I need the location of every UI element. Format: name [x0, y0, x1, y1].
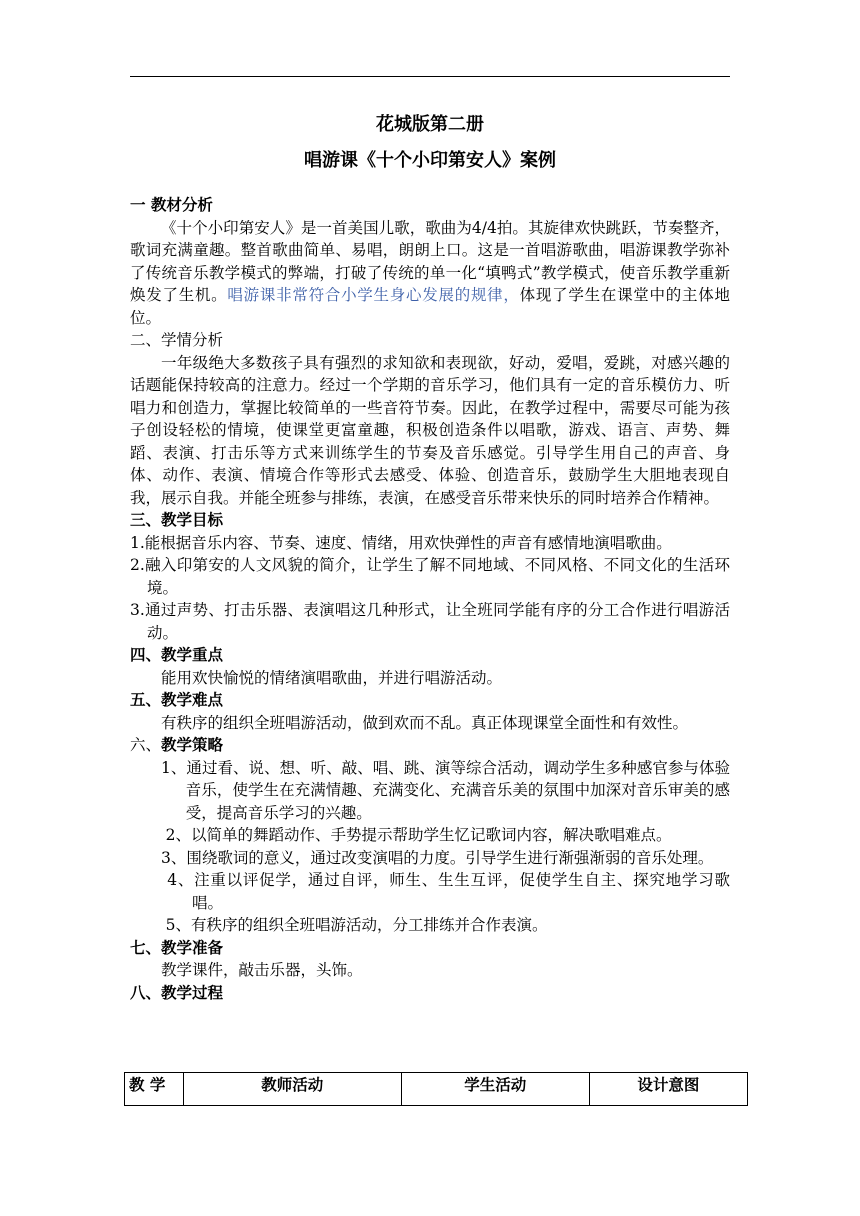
document-title: 花城版第二册	[376, 114, 484, 135]
process-table-header-row	[125, 1073, 748, 1106]
section-analysis-paragraph	[130, 217, 730, 330]
goal-item: 3.通过声势、打击乐器、表演唱这几种形式，让全班同学能有序的分工合作进行唱游活动。	[130, 601, 730, 642]
difficulty-paragraph: 有秩序的组织全班唱游活动，做到欢而不乱。真正体现课堂全面性和有效性。	[161, 713, 689, 732]
strategy-item: 5、有秩序的组织全班唱游活动，分工排练并合作表演。	[165, 916, 548, 934]
section-heading-process: 八、教学过程	[130, 982, 224, 1002]
goal-item: 1.能根据音乐内容、节奏、速度、情绪，用欢快弹性的声音有感情地演唱歌曲。	[130, 533, 672, 552]
process-table-header: 设计意图	[589, 1073, 747, 1106]
preparation-paragraph: 教学课件，敲击乐器，头饰。	[161, 961, 363, 979]
section-heading-analysis: 一 教材分析	[130, 195, 213, 214]
document-subtitle: 唱游课《十个小印第安人》案例	[304, 150, 556, 171]
header-rule	[130, 76, 730, 77]
process-table	[124, 1072, 748, 1106]
section-heading-focus: 四、教学重点	[130, 645, 224, 664]
section-heading-strategy	[130, 734, 730, 757]
section-heading-students: 二、学情分析	[130, 331, 224, 349]
strategy-item: 1、通过看、说、想、听、敲、唱、跳、演等综合活动，调动学生多种感官参与体验音乐，使学生在充满情趣、充满变化、充满音乐美的氛围中加深对音乐审美的感受，提高音乐学习的兴趣。	[161, 758, 730, 822]
section-heading-goals: 三、教学目标	[130, 510, 224, 529]
section-students-paragraph: 一年级绝大多数孩子具有强烈的求知欲和表现欲，好动，爱唱，爱跳，对感兴趣的话题能保持较高的注意力。经过一个学期的音乐学习，他们具有一定的音乐模仿力、听唱力和创造力，掌握比较简单的一些音符节奏。因此，在教学过程中，需要尽可能为孩子创设轻松的情境，使课堂更富童趣，积极创造条件以唱歌，游戏、语言、声势、舞蹈、表演、打击乐等方式来训练学生的节奏及音乐感觉。引导学生用自己的声音、身体、动作、表演、情境合作等形式去感受、体验、创造音乐，鼓励学生大胆地表现自我，展示自我。并能全班参与排练，表演，在感受音乐带来快乐的同时培养合作精神。	[130, 353, 730, 507]
analysis-highlight: 唱游课非常符合小学生身心发展的规律，	[227, 286, 520, 304]
strategy-heading-text: 教学策略	[161, 735, 224, 754]
goal-item: 2.融入印第安的人文风貌的简介，让学生了解不同地域、不同风格、不同文化的生活环境。	[130, 556, 730, 597]
process-table-header: 教师活动	[183, 1073, 401, 1106]
section-heading-difficulty: 五、教学难点	[130, 690, 224, 709]
focus-paragraph: 能用欢快愉悦的情绪演唱歌曲，并进行唱游活动。	[161, 668, 503, 687]
analysis-tail: 体现了学生在课堂中的主体地位。	[130, 286, 730, 327]
document-body	[130, 112, 730, 1004]
strategy-heading-prefix: 六、	[130, 736, 162, 754]
strategy-item: 2、以简单的舞蹈动作、手势提示帮助学生忆记歌词内容，解决歌唱难点。	[165, 826, 672, 844]
process-table-header: 教 学	[125, 1073, 184, 1106]
process-table-header: 学生活动	[401, 1073, 589, 1106]
analysis-text: 《十个小印第安人》是一首美国儿歌，歌曲为4/4拍。其旋律欢快跳跃，节奏整齐，歌词充满童趣。整首歌曲简单、易唱，朗朗上口。这是一首唱游歌曲，唱游课教学弥补了传统音乐教学模式的弊端，打破了传统的单一化“填鸭式”教学模式，使音乐教学重新焕发了生机。	[130, 218, 730, 304]
strategy-item: 4、注重以评促学，通过自评，师生、生生互评，促使学生自主、探究地学习歌唱。	[167, 871, 730, 912]
section-heading-preparation: 七、教学准备	[130, 937, 224, 957]
strategy-item: 3、围绕歌词的意义，通过改变演唱的力度。引导学生进行渐强渐弱的音乐处理。	[161, 848, 714, 867]
